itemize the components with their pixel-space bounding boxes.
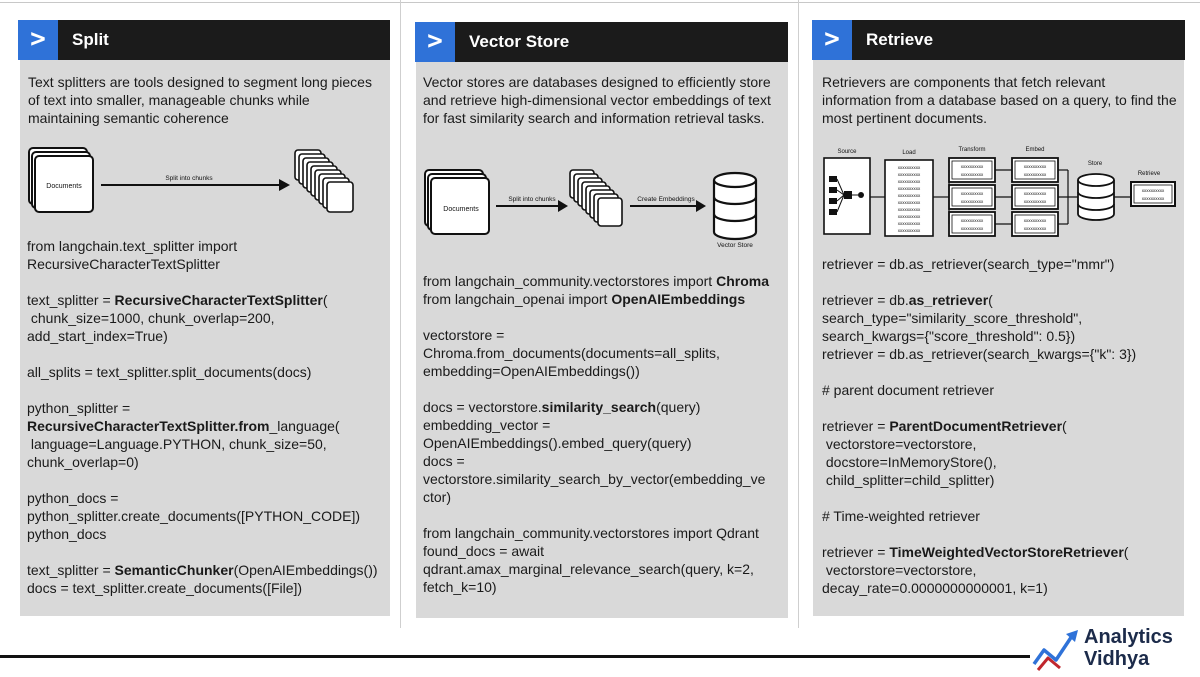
svg-text:xxxxxxxxxx: xxxxxxxxxx: [1141, 188, 1165, 193]
svg-text:xxxxxxxxxx: xxxxxxxxxx: [897, 207, 921, 212]
logo-line-1: Analytics: [1084, 626, 1173, 648]
stage-source-label: Source: [837, 149, 857, 155]
code-line: decay_rate=0.0000000000001, k=1): [822, 580, 1048, 596]
svg-text:xxxxxxxxxx: xxxxxxxxxx: [897, 221, 921, 226]
code-line: vectorstore.similarity_search_by_vector(embedding_ve: [423, 471, 766, 487]
svg-text:xxxxxxxxxx: xxxxxxxxxx: [960, 218, 984, 223]
arrow-right-icon: [558, 200, 568, 212]
svg-text:xxxxxxxxxx: xxxxxxxxxx: [960, 199, 984, 204]
code-line: vectorstore=vectorstore,: [822, 562, 977, 578]
code-block: [423, 524, 785, 596]
split-arrow-label: Split into chunks: [165, 175, 213, 182]
code-line: RecursiveCharacterTextSplitter: [27, 256, 220, 272]
retrieve-code: [822, 255, 1184, 615]
column-divider: [400, 0, 401, 628]
split-header: [18, 20, 390, 60]
svg-text:xxxxxxxxxx: xxxxxxxxxx: [1023, 164, 1047, 169]
svg-text:xxxxxxxxxx: xxxxxxxxxx: [897, 200, 921, 205]
svg-text:xxxxxxxxxx: xxxxxxxxxx: [960, 191, 984, 196]
code-line: retriever = db.as_retriever(: [822, 292, 993, 308]
analytics-vidhya-logo: [1030, 626, 1195, 674]
code-line: vectorstore =: [423, 327, 505, 343]
database-icon: [714, 173, 756, 239]
code-line: retriever = ParentDocumentRetriever(: [822, 418, 1067, 434]
svg-text:xxxxxxxxxx: xxxxxxxxxx: [1141, 196, 1165, 201]
split-title: Split: [72, 30, 109, 49]
code-line: retriever = TimeWeightedVectorStoreRetriever(: [822, 544, 1129, 560]
code-line: search_type="similarity_score_threshold",: [822, 310, 1083, 326]
code-line: retriever = db.as_retriever(search_kwargs={"k": 3}): [822, 346, 1137, 362]
code-line: vectorstore=vectorstore,: [822, 436, 977, 452]
chevron-right-icon: >: [812, 20, 852, 60]
code-line: embedding_vector =: [423, 417, 551, 433]
code-block: [822, 291, 1184, 363]
transform-boxes: [949, 158, 995, 236]
svg-text:xxxxxxxxxx: xxxxxxxxxx: [1023, 191, 1047, 196]
code-line: RecursiveCharacterTextSplitter.from_language(: [27, 418, 340, 434]
code-line: python_docs =: [27, 490, 119, 506]
code-line: # parent document retriever: [822, 382, 994, 398]
svg-text:xxxxxxxxxx: xxxxxxxxxx: [960, 164, 984, 169]
code-block: [822, 255, 1184, 273]
svg-text:xxxxxxxxxx: xxxxxxxxxx: [897, 186, 921, 191]
stage-load-label: Load: [902, 150, 916, 156]
top-rule: [0, 2, 1200, 3]
code-block: [822, 381, 1184, 399]
stage-retrieve-label: Retrieve: [1137, 171, 1161, 177]
vector-store-header: [415, 22, 788, 62]
code-block: [27, 489, 392, 543]
code-line: docstore=InMemoryStore(),: [822, 454, 997, 470]
code-line: # Time-weighted retriever: [822, 508, 980, 524]
documents-stack-icon: [425, 170, 489, 234]
code-line: from langchain.text_splitter import: [27, 238, 238, 254]
vector-store-code: [423, 272, 785, 614]
code-line: OpenAIEmbeddings().embed_query(query): [423, 435, 692, 451]
svg-text:xxxxxxxxxx: xxxxxxxxxx: [960, 226, 984, 231]
svg-text:xxxxxxxxxx: xxxxxxxxxx: [897, 179, 921, 184]
svg-text:xxxxxxxxxx: xxxxxxxxxx: [897, 165, 921, 170]
trend-arrow-icon: [1030, 626, 1084, 674]
retrieve-header: [812, 20, 1185, 60]
code-line: docs =: [423, 453, 465, 469]
split-arrow-label: Split into chunks: [508, 196, 556, 203]
split-diagram: [26, 142, 366, 222]
retrieve-box: [1131, 182, 1175, 206]
stage-embed-label: Embed: [1025, 147, 1045, 153]
code-block: [822, 507, 1184, 525]
arrow-right-icon: [279, 179, 290, 191]
code-line: all_splits = text_splitter.split_documents(docs): [27, 364, 312, 380]
svg-text:xxxxxxxxxx: xxxxxxxxxx: [960, 172, 984, 177]
code-line: retriever = db.as_retriever(search_type="mmr"): [822, 256, 1115, 272]
code-line: python_docs: [27, 526, 107, 542]
code-line: python_splitter =: [27, 400, 131, 416]
footer-rule: [0, 655, 1030, 658]
retrieve-pipeline-diagram: [818, 142, 1180, 242]
chunks-stack-icon: [570, 170, 622, 226]
load-box: [885, 160, 933, 236]
code-line: chunk_size=1000, chunk_overlap=200,: [27, 310, 275, 326]
embed-boxes: [1012, 158, 1058, 236]
retrieve-description: Retrievers are components that fetch relevant information from a database based on a query, to find the most pertinent documents.: [822, 74, 1177, 126]
svg-text:xxxxxxxxxx: xxxxxxxxxx: [897, 172, 921, 177]
split-description: Text splitters are tools designed to segment long pieces of text into smaller, manageable chunks while maintaining semantic coherence: [28, 74, 372, 126]
embeddings-arrow-label: Create Embeddings: [637, 196, 695, 203]
code-block: [423, 398, 785, 506]
code-block: [423, 326, 785, 380]
svg-text:xxxxxxxxxx: xxxxxxxxxx: [1023, 226, 1047, 231]
vector-store-title: Vector Store: [469, 32, 570, 51]
documents-label: Documents: [46, 183, 82, 190]
arrow-right-icon: [696, 200, 706, 212]
stage-transform-label: Transform: [958, 147, 986, 153]
code-line: from langchain_community.vectorstores import Qdrant: [423, 525, 759, 541]
svg-text:xxxxxxxxxx: xxxxxxxxxx: [897, 214, 921, 219]
documents-label: Documents: [443, 206, 479, 213]
code-line: found_docs = await: [423, 543, 545, 559]
code-line: docs = vectorstore.similarity_search(query): [423, 399, 701, 415]
vector-store-diagram: [422, 164, 772, 256]
code-line: language=Language.PYTHON, chunk_size=50,: [27, 436, 327, 452]
code-line: child_splitter=child_splitter): [822, 472, 995, 488]
code-line: add_start_index=True): [27, 328, 168, 344]
code-block: [27, 291, 392, 345]
svg-text:xxxxxxxxxx: xxxxxxxxxx: [1023, 199, 1047, 204]
retrieve-title: Retrieve: [866, 30, 934, 49]
code-block: [423, 272, 785, 308]
code-block: [27, 399, 392, 471]
code-line: Chroma.from_documents(documents=all_splits,: [423, 345, 720, 361]
chevron-right-icon: >: [18, 20, 58, 60]
svg-text:xxxxxxxxxx: xxxxxxxxxx: [897, 193, 921, 198]
logo-line-2: Vidhya: [1084, 648, 1150, 670]
source-document-icon: [824, 158, 870, 234]
code-line: from langchain_openai import OpenAIEmbeddings: [423, 291, 746, 307]
code-line: qdrant.amax_marginal_relevance_search(query, k=2,: [423, 561, 754, 577]
code-line: chunk_overlap=0): [27, 454, 139, 470]
code-line: search_kwargs={"score_threshold": 0.5}): [822, 328, 1076, 344]
code-line: text_splitter = RecursiveCharacterTextSplitter(: [27, 292, 328, 308]
code-block: [27, 363, 392, 381]
code-line: fetch_k=10): [423, 579, 497, 595]
code-block: [27, 561, 392, 597]
code-line: from langchain_community.vectorstores import Chroma: [423, 273, 769, 289]
code-line: ctor): [423, 489, 451, 505]
svg-text:xxxxxxxxxx: xxxxxxxxxx: [897, 228, 921, 233]
vector-store-description: Vector stores are databases designed to efficiently store and retrieve high-dimensional vector embeddings of text for fast similarity search and information retrieval tasks.: [423, 74, 771, 126]
svg-text:xxxxxxxxxx: xxxxxxxxxx: [1023, 172, 1047, 177]
documents-stack-icon: [29, 148, 93, 212]
stage-store-label: Store: [1087, 161, 1103, 167]
code-block: [822, 417, 1184, 489]
chevron-right-icon: >: [415, 22, 455, 62]
svg-text:xxxxxxxxxx: xxxxxxxxxx: [1023, 218, 1047, 223]
vector-store-label: Vector Store: [717, 242, 753, 249]
code-line: text_splitter = SemanticChunker(OpenAIEmbeddings()): [27, 562, 378, 578]
split-code: [27, 237, 392, 615]
code-block: [27, 237, 392, 273]
code-line: python_splitter.create_documents([PYTHON_CODE]): [27, 508, 361, 524]
code-block: [822, 543, 1184, 597]
database-icon: [1078, 174, 1114, 220]
code-line: embedding=OpenAIEmbeddings()): [423, 363, 640, 379]
chunks-stack-icon: [295, 150, 353, 212]
column-divider: [798, 0, 799, 628]
code-line: docs = text_splitter.create_documents([File]): [27, 580, 303, 596]
